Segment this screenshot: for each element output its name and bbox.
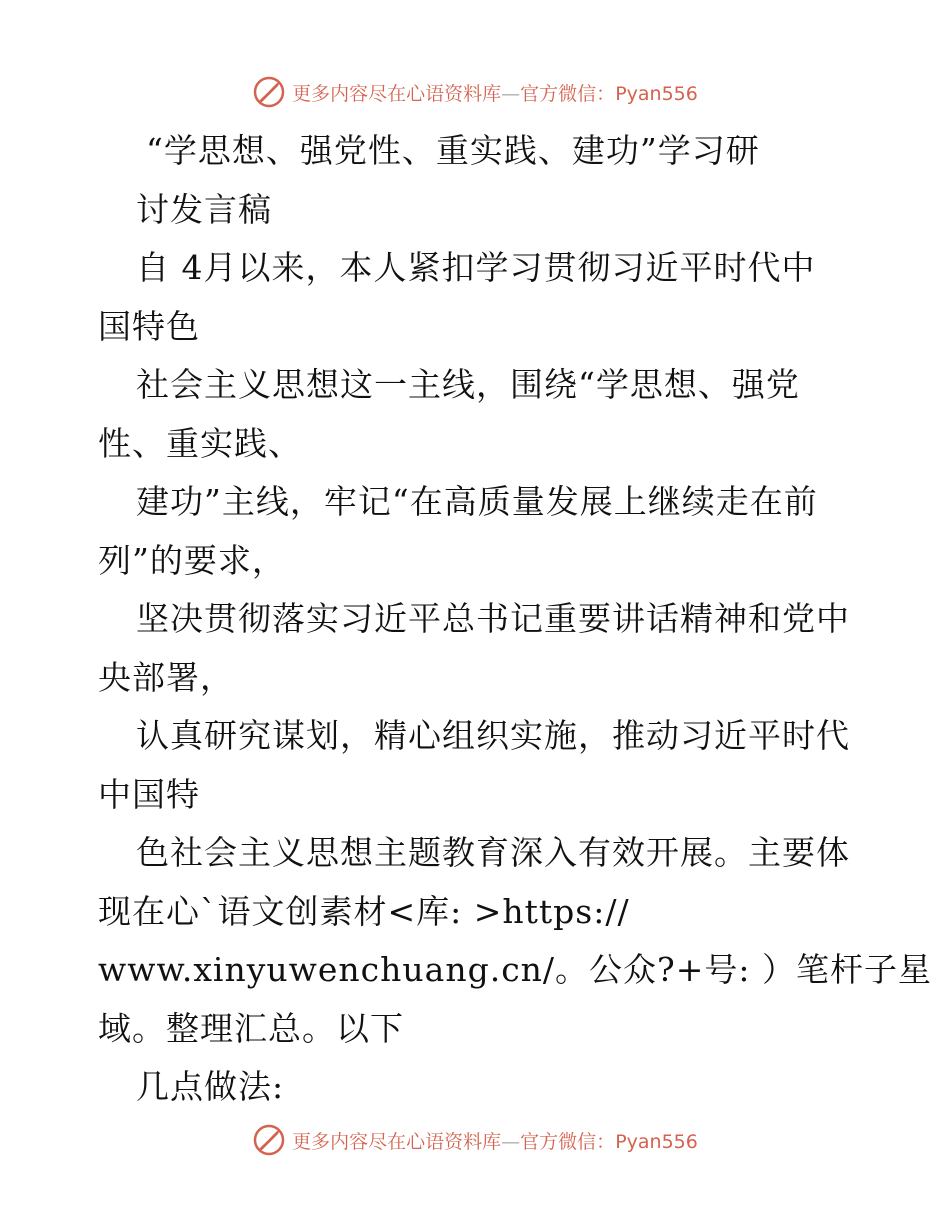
header-watermark: [0, 72, 950, 112]
paragraph-line: 现在心`语文创素材<库: >https://: [98, 891, 630, 931]
paragraph-line: 域。整理汇总。以下: [98, 1008, 404, 1048]
paragraph-line: 认真研究谋划，精心组织实施，推动习近平时代: [136, 716, 850, 755]
paragraph-line: 坚决贯彻落实习近平总书记重要讲话精神和党中: [136, 599, 850, 638]
paragraph-line: 国特色: [98, 306, 200, 346]
title-line-2: 讨发言稿: [136, 189, 272, 229]
footer-watermark: [0, 1120, 950, 1160]
watermark-group: [252, 75, 698, 109]
paragraph-line: 几点做法:: [136, 1067, 285, 1106]
title-line-1: “学思想、强党性、重实践、建功”学习研: [146, 131, 760, 170]
paragraph-line: 色社会主义思想主题教育深入有效开展。主要体: [136, 833, 850, 872]
watermark-account-id: Pyan556: [615, 82, 698, 105]
paragraph-line: 建功”主线，牢记“在高质量发展上继续走在前: [136, 482, 818, 521]
paragraph-line: 列”的要求，: [98, 540, 286, 580]
paragraph-line: 性、重实践、: [98, 423, 302, 463]
paragraph-line: www.xinyuwenchuang.cn/。公众?+号: ）笔杆子星: [98, 950, 932, 989]
quill-pen-circle-icon: [252, 1123, 286, 1157]
watermark-contact: 官方微信：: [520, 82, 616, 105]
watermark-brand: 更多内容尽在心语资料库: [292, 82, 502, 105]
watermark-text: [292, 79, 698, 106]
paragraph-line: 中国特: [98, 774, 200, 814]
watermark-contact: 官方微信：: [520, 1130, 616, 1153]
quill-pen-circle-icon: [252, 75, 286, 109]
paragraph-line: 社会主义思想这一主线，围绕“学思想、强党: [136, 365, 800, 404]
watermark-text: [292, 1127, 698, 1154]
document-body: [98, 122, 932, 1117]
watermark-brand: 更多内容尽在心语资料库: [292, 1130, 502, 1153]
paragraph-line: 自 4月以来，本人紧扣学习贯彻习近平时代中: [136, 248, 816, 287]
watermark-dash: —: [501, 82, 521, 105]
paragraph-line: 央部署，: [98, 657, 234, 697]
watermark-dash: —: [501, 1130, 521, 1153]
watermark-account-id: Pyan556: [615, 1130, 698, 1153]
watermark-group: [252, 1123, 698, 1157]
